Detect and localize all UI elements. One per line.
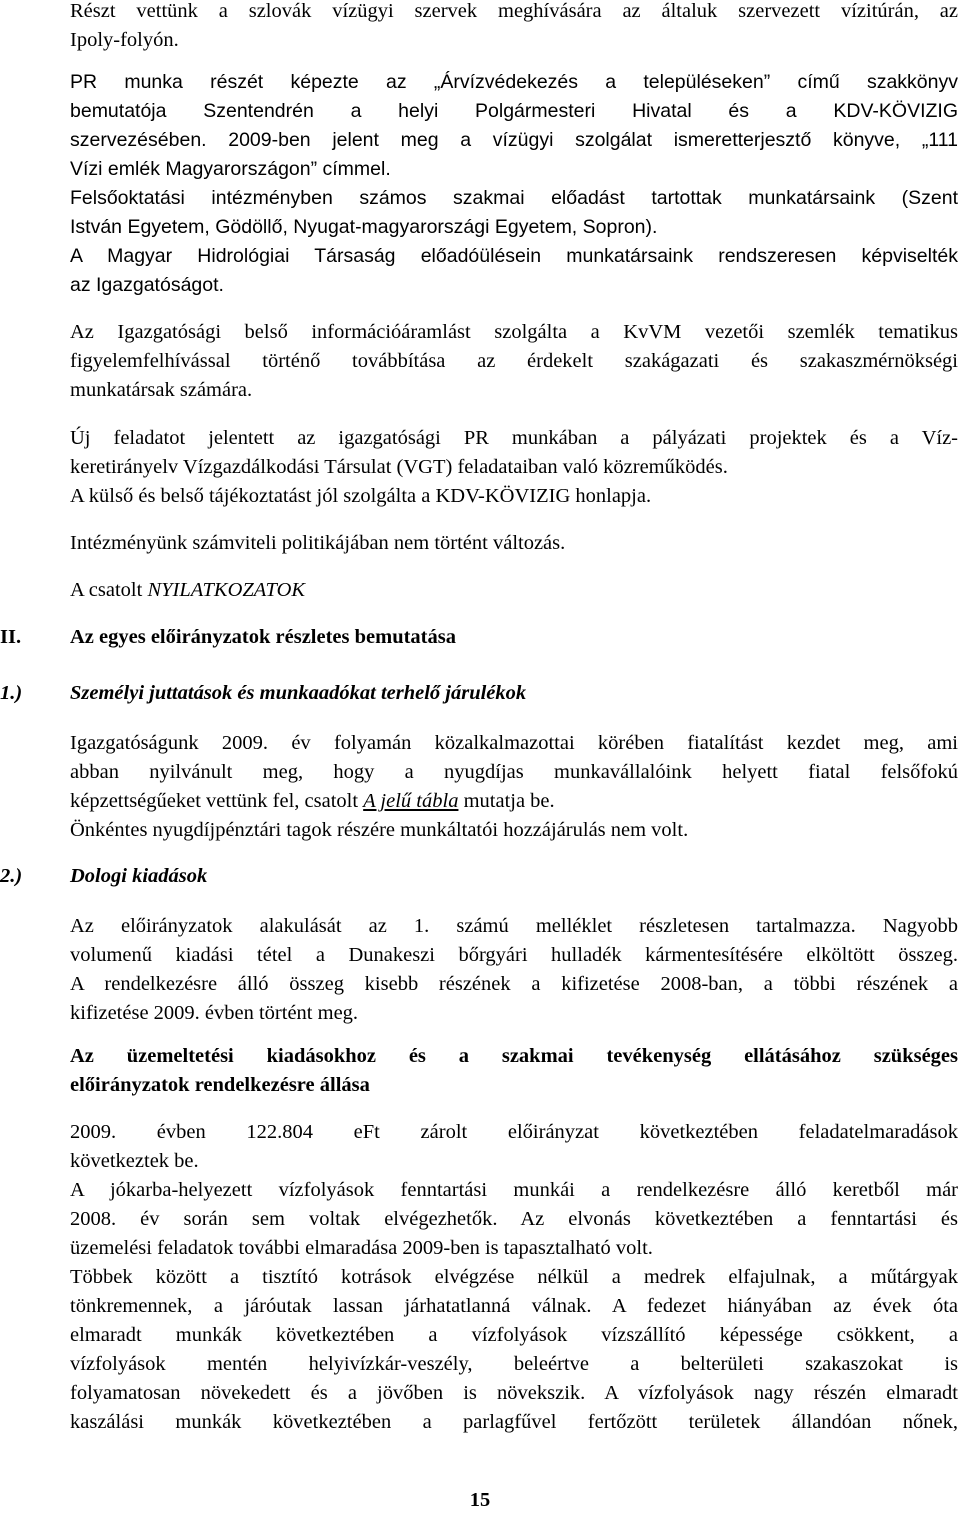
text-line: Igazgatóságunk 2009. év folyamán közalkalmazottai körében fiatalítást kezdet meg, ami: [70, 732, 958, 754]
text-line: Többek között a tisztító kotrások elvégzése nélkül a medrek elfajulnak, a műtárgyak: [70, 1266, 958, 1288]
text-line: kaszálási munkák következtében a parlagfűvel fertőzött területek állandóan nőnek,: [70, 1411, 958, 1433]
text-line: az Igazgatóságot.: [70, 274, 224, 296]
text-line: A rendelkezésre álló összeg kisebb részének a kifizetése 2008-ban, a többi részének a: [70, 973, 958, 995]
text-line: Ipoly-folyón.: [70, 29, 179, 51]
text-line: üzemelési feladatok további elmaradása 2009-ben is tapasztalható volt.: [70, 1237, 653, 1259]
paragraph-attached-statements: [70, 576, 958, 605]
text-line: Részt vettünk a szlovák vízügyi szervek meghívására az általuk szervezett vízitúrán, az: [70, 0, 958, 22]
paragraph-internal-information: [70, 318, 958, 405]
text-line: Intézményünk számviteli politikájában nem történt változás.: [70, 532, 566, 554]
paragraph-material-expenses: [70, 912, 958, 1028]
text-line: Az Igazgatósági belső információáramlást szolgálta a KvVM vezetői szemlék tematikus: [70, 321, 958, 343]
text-line: következtek be.: [70, 1150, 199, 1172]
text-line: keretirányelv Vízgazdálkodási Társulat (VGT) feladataiban való közreműködés.: [70, 456, 728, 478]
text-line: volumenű kiadási tétel a Dunakeszi bőrgyári hulladék kármentesítésére elköltött összeg.: [70, 944, 958, 966]
text-line: István Egyetem, Gödöllő, Nyugat-magyarországi Egyetem, Sopron).: [70, 216, 658, 238]
subsection-number: 1.): [0, 682, 23, 704]
text-fragment: A csatolt: [70, 579, 148, 601]
paragraph-maintenance-backlog: [70, 1118, 958, 1437]
text-line: A Magyar Hidrológiai Társaság előadóülésein munkatársaink rendszeresen képviselték: [70, 245, 958, 267]
text-line: PR munka részét képezte az „Árvízvédekezés a településeken” című szakkönyv: [70, 71, 958, 93]
text-line: előirányzatok rendelkezésre állása: [70, 1074, 370, 1096]
text-line: Önkéntes nyugdíjpénztári tagok részére munkáltatói hozzájárulás nem volt.: [70, 819, 689, 841]
text-line: szervezésében. 2009-ben jelent meg a vízügyi szolgálat ismeretterjesztő könyve, „111: [70, 129, 958, 151]
table-a-reference: A jelű tábla: [363, 790, 459, 812]
text-line: A külső és belső tájékoztatást jól szolgálta a KDV-KÖVIZIG honlapja.: [70, 485, 652, 507]
attached-statements-reference: NYILATKOZATOK: [147, 579, 306, 601]
paragraph-accounting-policy: [70, 529, 958, 558]
text-line: Vízi emlék Magyarországon” címmel.: [70, 158, 391, 180]
text-line: [70, 576, 958, 605]
paragraph-new-task: [70, 424, 958, 511]
text-line: vízfolyások mentén helyivízkár-veszély, beleértve a belterületi szakaszokat is: [70, 1353, 958, 1375]
text-line: 2008. év során sem voltak elvégezhetők. Az elvonás következtében a fenntartási és: [70, 1208, 958, 1230]
subsection-title: Személyi juttatások és munkaadókat terhelő járulékok: [70, 682, 527, 704]
page-number: 15: [469, 1489, 491, 1511]
paragraph-operating-appropriations-heading: [70, 1042, 958, 1100]
text-fragment: mutatja be.: [458, 790, 555, 812]
text-line: 2009. évben 122.804 eFt zárolt előirányzat következtében feladatelmaradások: [70, 1121, 958, 1143]
subsection-number: 2.): [0, 865, 23, 887]
text-line: bemutatója Szentendrén a helyi Polgármesteri Hivatal és a KDV-KÖVIZIG: [70, 100, 958, 122]
text-line: folyamatosan növekedett és a jövőben is növekszik. A vízfolyások nagy részén elmaradt: [70, 1382, 958, 1404]
subsection-title: Dologi kiadások: [70, 865, 208, 887]
text-fragment: képzettségűeket vettünk fel, csatolt: [70, 790, 364, 812]
text-line: Felsőoktatási intézményben számos szakmai előadást tartottak munkatársaink (Szent: [70, 187, 958, 209]
paragraph-slovak-river-tour: [70, 0, 958, 55]
text-line: figyelemfelhívással történő továbbítása az érdekelt szakágazati és szakaszmérnökségi: [70, 350, 958, 372]
text-line: abban nyilvánult meg, hogy a nyugdíjas munkavállalóink helyett fiatal felsőfokú: [70, 761, 958, 783]
paragraph-personnel: [70, 729, 958, 845]
text-line: elmaradt munkák következtében a vízfolyások vízszállító képessége csökkent, a: [70, 1324, 958, 1346]
text-line: [70, 787, 958, 816]
text-line: Az előirányzatok alakulását az 1. számú melléklet részletesen tartalmazza. Nagyobb: [70, 915, 958, 937]
text-line: tönkremennek, a járóutak lassan járhatatlanná válnak. A fedezet hiányában az évek óta: [70, 1295, 958, 1317]
text-line: A jókarba-helyezett vízfolyások fenntartási munkái a rendelkezésre álló keretből már: [70, 1179, 958, 1201]
section-numeral: II.: [0, 626, 22, 648]
section-title: Az egyes előirányzatok részletes bemutatása: [70, 626, 456, 648]
paragraph-pr-work: [70, 68, 958, 300]
text-line: munkatársak számára.: [70, 379, 253, 401]
text-line: Az üzemeltetési kiadásokhoz és a szakmai tevékenység ellátásához szükséges: [70, 1045, 958, 1067]
text-line: Új feladatot jelentett az igazgatósági PR munkában a pályázati projektek és a Víz-: [70, 427, 958, 449]
text-line: kifizetése 2009. évben történt meg.: [70, 1002, 359, 1024]
